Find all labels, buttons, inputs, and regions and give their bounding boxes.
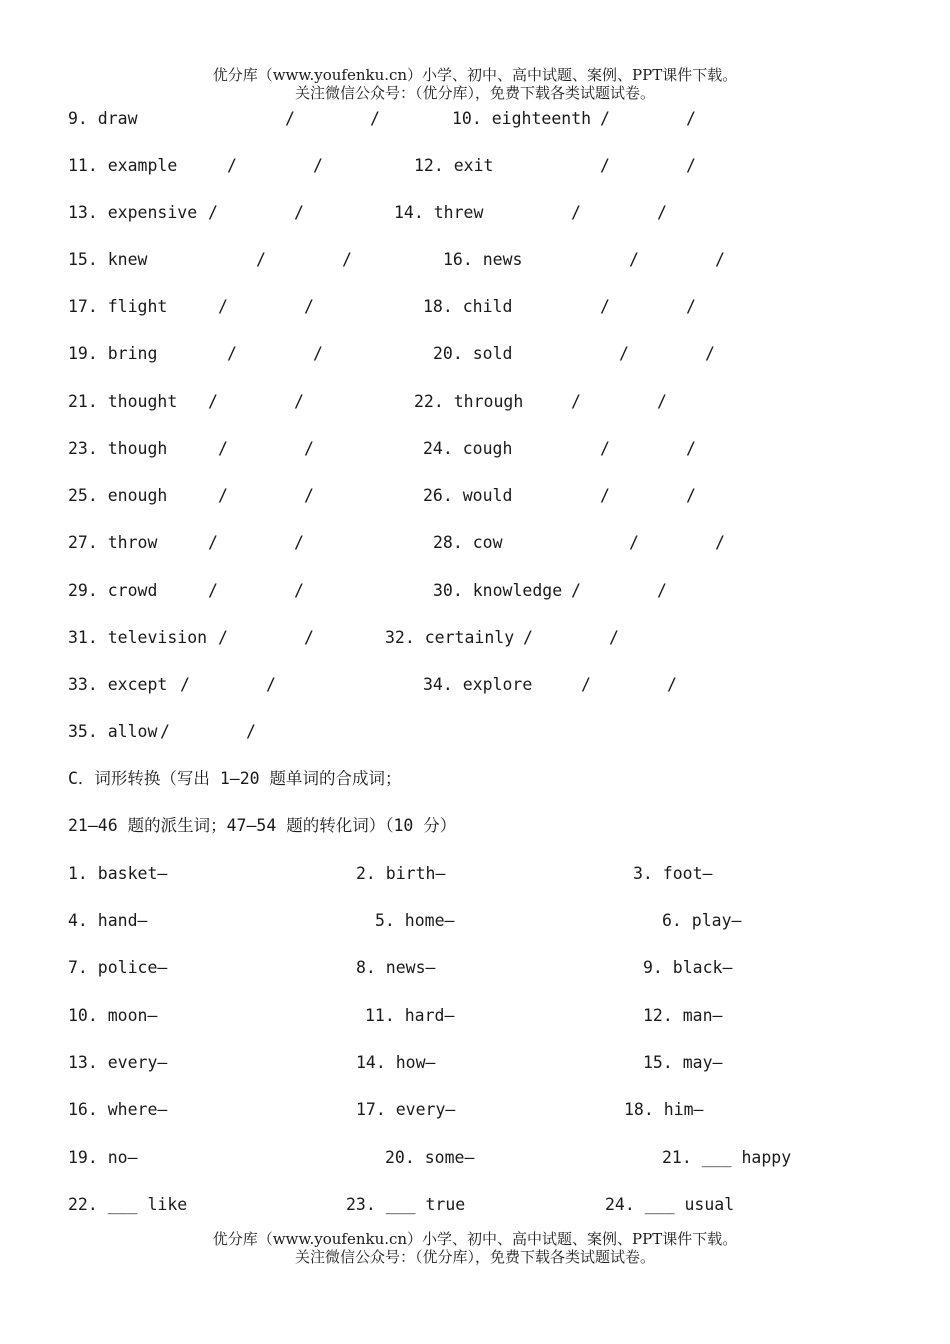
item-word: 34. explore xyxy=(423,675,533,694)
list-item xyxy=(0,155,950,177)
item-word: 23. ___ true xyxy=(346,1195,466,1214)
item-word: 16. where— xyxy=(68,1100,168,1119)
page-header xyxy=(0,66,950,102)
list-item xyxy=(0,1147,950,1169)
item-word: 10. eighteenth xyxy=(452,109,592,128)
slash: / xyxy=(218,439,228,458)
item-word: 9. black— xyxy=(643,958,733,977)
slash: / xyxy=(629,533,639,552)
list-item xyxy=(0,438,950,460)
item-word: 33. except xyxy=(68,675,168,694)
footer-line-1: 优分库（www.youfenku.cn）小学、初中、高中试题、案例、PPT课件下载。 xyxy=(212,1230,738,1248)
item-word: 30. knowledge xyxy=(433,581,563,600)
item-word: 20. some— xyxy=(385,1148,475,1167)
item-word: 12. man— xyxy=(643,1006,723,1025)
item-word: 15. knew xyxy=(68,250,148,269)
list-item xyxy=(0,296,950,318)
item-word: 26. would xyxy=(423,486,513,505)
slash: / xyxy=(246,722,256,741)
item-word: 28. cow xyxy=(433,533,503,552)
list-item xyxy=(0,627,950,649)
item-word: 4. hand— xyxy=(68,911,148,930)
item-word: 12. exit xyxy=(414,156,494,175)
slash: / xyxy=(571,203,581,222)
slash: / xyxy=(686,156,696,175)
section-title-line-2: 21—46 题的派生词；47—54 题的转化词）（10 分） xyxy=(68,816,457,835)
item-word: 29. crowd xyxy=(68,581,158,600)
item-word: 19. no— xyxy=(68,1148,138,1167)
slash: / xyxy=(313,344,323,363)
slash: / xyxy=(715,250,725,269)
slash: / xyxy=(686,297,696,316)
list-item xyxy=(0,1194,950,1216)
slash: / xyxy=(294,392,304,411)
list-item xyxy=(0,485,950,507)
slash: / xyxy=(294,533,304,552)
list-item xyxy=(0,1099,950,1121)
slash: / xyxy=(208,533,218,552)
slash: / xyxy=(657,203,667,222)
slash: / xyxy=(304,486,314,505)
item-word: 35. allow xyxy=(68,722,158,741)
item-word: 18. him— xyxy=(624,1100,704,1119)
list-item xyxy=(0,957,950,979)
slash: / xyxy=(609,628,619,647)
list-item xyxy=(0,391,950,413)
slash: / xyxy=(227,156,237,175)
slash: / xyxy=(657,392,667,411)
item-word: 14. threw xyxy=(394,203,484,222)
list-item xyxy=(0,580,950,602)
section-c-title xyxy=(0,768,950,790)
list-item xyxy=(0,863,950,885)
list-item xyxy=(0,202,950,224)
item-word: 13. expensive xyxy=(68,203,198,222)
list-item xyxy=(0,1052,950,1074)
item-word: 20. sold xyxy=(433,344,513,363)
slash: / xyxy=(571,581,581,600)
slash: / xyxy=(600,109,610,128)
slash: / xyxy=(571,392,581,411)
slash: / xyxy=(294,203,304,222)
item-word: 24. ___ usual xyxy=(605,1195,735,1214)
slash: / xyxy=(208,392,218,411)
slash: / xyxy=(266,675,276,694)
slash: / xyxy=(218,628,228,647)
item-word: 1. basket— xyxy=(68,864,168,883)
item-word: 9. draw xyxy=(68,109,138,128)
item-word: 18. child xyxy=(423,297,513,316)
item-word: 6. play— xyxy=(662,911,742,930)
item-word: 10. moon— xyxy=(68,1006,158,1025)
slash: / xyxy=(629,250,639,269)
slash: / xyxy=(227,344,237,363)
slash: / xyxy=(657,581,667,600)
slash: / xyxy=(313,156,323,175)
header-line-1: 优分库（www.youfenku.cn）小学、初中、高中试题、案例、PPT课件下载。 xyxy=(212,66,738,84)
item-word: 21. thought xyxy=(68,392,178,411)
page-footer xyxy=(0,1230,950,1266)
item-word: 27. throw xyxy=(68,533,158,552)
item-word: 3. foot— xyxy=(633,864,713,883)
item-word: 25. enough xyxy=(68,486,168,505)
footer-line-2: 关注微信公众号：（优分库），免费下载各类试题试卷。 xyxy=(294,1248,655,1266)
slash: / xyxy=(218,486,228,505)
list-item xyxy=(0,343,950,365)
slash: / xyxy=(686,439,696,458)
item-word: 2. birth— xyxy=(356,864,446,883)
slash: / xyxy=(705,344,715,363)
item-word: 16. news xyxy=(443,250,523,269)
item-word: 15. may— xyxy=(643,1053,723,1072)
item-word: 17. flight xyxy=(68,297,168,316)
slash: / xyxy=(600,156,610,175)
header-line-2: 关注微信公众号：（优分库），免费下载各类试题试卷。 xyxy=(294,84,655,102)
slash: / xyxy=(180,675,190,694)
slash: / xyxy=(160,722,170,741)
item-word: 31. television xyxy=(68,628,208,647)
item-word: 7. police— xyxy=(68,958,168,977)
item-word: 14. how— xyxy=(356,1053,436,1072)
item-word: 5. home— xyxy=(375,911,455,930)
item-word: 11. example xyxy=(68,156,178,175)
slash: / xyxy=(523,628,533,647)
slash: / xyxy=(304,297,314,316)
section-c-subtitle xyxy=(0,815,950,837)
slash: / xyxy=(600,439,610,458)
slash: / xyxy=(304,439,314,458)
list-item xyxy=(0,910,950,932)
item-word: 21. ___ happy xyxy=(662,1148,792,1167)
slash: / xyxy=(208,581,218,600)
list-item xyxy=(0,249,950,271)
slash: / xyxy=(294,581,304,600)
list-item xyxy=(0,532,950,554)
slash: / xyxy=(667,675,677,694)
slash: / xyxy=(285,109,295,128)
slash: / xyxy=(218,297,228,316)
slash: / xyxy=(686,109,696,128)
item-word: 24. cough xyxy=(423,439,513,458)
slash: / xyxy=(581,675,591,694)
item-word: 11. hard— xyxy=(365,1006,455,1025)
slash: / xyxy=(256,250,266,269)
slash: / xyxy=(304,628,314,647)
slash: / xyxy=(208,203,218,222)
slash: / xyxy=(342,250,352,269)
item-word: 17. every— xyxy=(356,1100,456,1119)
section-title-line-1: C．词形转换（写出 1—20 题单词的合成词； xyxy=(68,769,402,788)
slash: / xyxy=(686,486,696,505)
item-word: 22. ___ like xyxy=(68,1195,188,1214)
item-word: 32. certainly xyxy=(385,628,515,647)
slash: / xyxy=(370,109,380,128)
item-word: 23. though xyxy=(68,439,168,458)
slash: / xyxy=(619,344,629,363)
slash: / xyxy=(600,486,610,505)
slash: / xyxy=(715,533,725,552)
item-word: 22. through xyxy=(414,392,524,411)
item-word: 19. bring xyxy=(68,344,158,363)
item-word: 13. every— xyxy=(68,1053,168,1072)
list-item xyxy=(0,721,950,743)
list-item xyxy=(0,1005,950,1027)
list-item xyxy=(0,674,950,696)
list-item xyxy=(0,108,950,130)
slash: / xyxy=(600,297,610,316)
item-word: 8. news— xyxy=(356,958,436,977)
